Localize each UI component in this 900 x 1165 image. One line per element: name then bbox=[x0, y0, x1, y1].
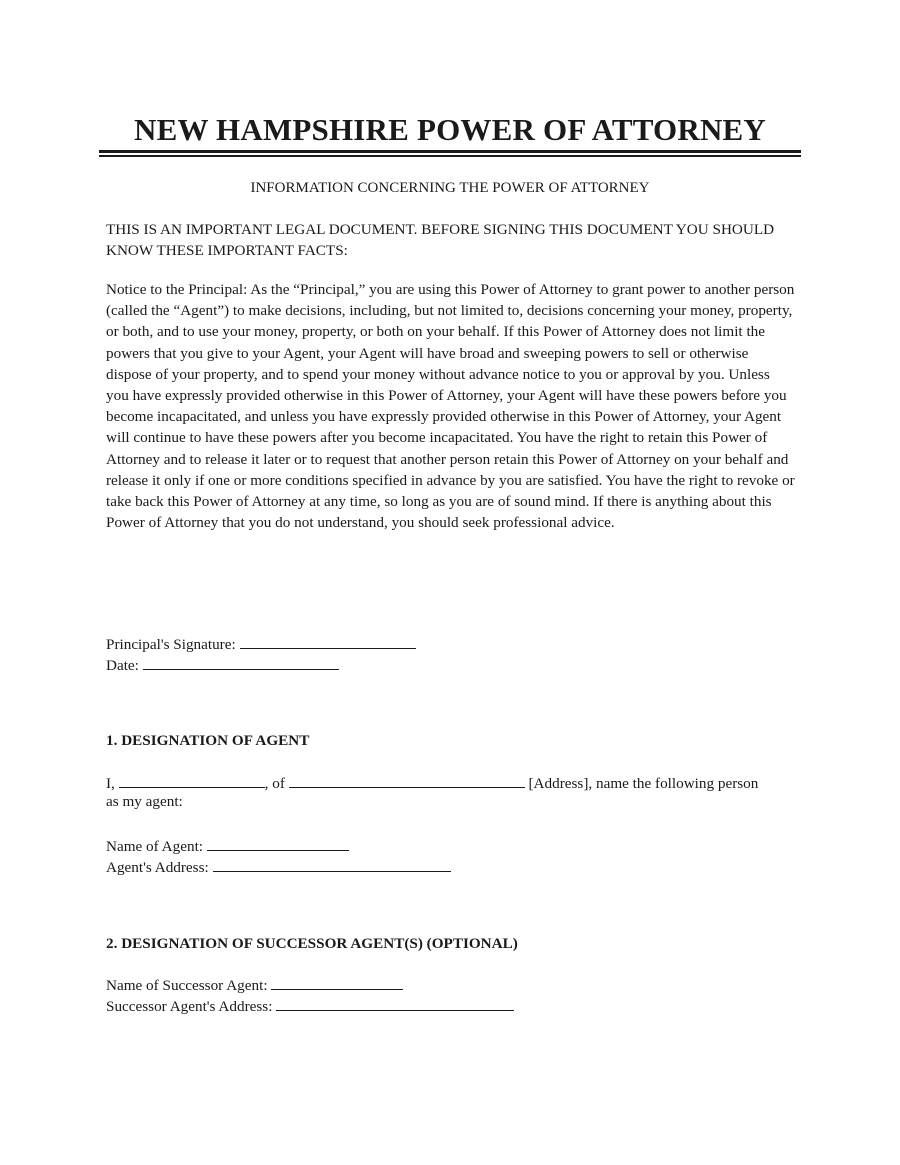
principal-signature-label: Principal's Signature: bbox=[106, 636, 236, 653]
successor-name-label: Name of Successor Agent: bbox=[106, 977, 268, 994]
agent-address-label: Agent's Address: bbox=[106, 859, 209, 876]
agent-designation-end: [Address], name the following person bbox=[528, 775, 759, 792]
title-rule-thin bbox=[99, 155, 801, 157]
agent-designation-of: , of bbox=[264, 775, 285, 792]
date-label: Date: bbox=[106, 657, 139, 674]
section2-heading: 2. DESIGNATION OF SUCCESSOR AGENT(S) (OPTIONAL) bbox=[106, 935, 518, 952]
principal-signature-line bbox=[106, 634, 416, 654]
agent-designation-cont: as my agent: bbox=[106, 793, 183, 810]
successor-address-line bbox=[106, 996, 514, 1016]
agent-name-line bbox=[106, 836, 349, 856]
principal-address-blank[interactable] bbox=[289, 773, 525, 788]
date-line bbox=[106, 655, 339, 675]
agent-designation-line bbox=[106, 773, 758, 793]
agent-address-blank[interactable] bbox=[213, 857, 451, 872]
section1-heading: 1. DESIGNATION OF AGENT bbox=[106, 732, 310, 749]
title-rule-thick bbox=[99, 150, 801, 153]
successor-address-label: Successor Agent's Address: bbox=[106, 998, 273, 1015]
agent-designation-start: I, bbox=[106, 775, 115, 792]
document-title: NEW HAMPSHIRE POWER OF ATTORNEY bbox=[133, 112, 766, 147]
notice-paragraph: Notice to the Principal: As the “Principal,” you are using this Power of Attorney to grant power to another person (called the “Agent”) to make decisions, including, but not limited to, decisions concerning your money, property, or both, and to use your money, property, or both on your behalf. If this Power of Attorney does not limit the powers that you give to your Agent, your Agent will have broad and sweeping powers to sell or otherwise dispose of your property, and to spend your money without advance notice to you or approval by you. Unless you have expressly provided otherwise in this Power of Attorney, your Agent will have these powers before you become incapacitated, and unless you have expressly provided otherwise in this Power of Attorney, your Agent will continue to have these powers after you become incapacitated. You have the right to retain this Power of Attorney and to release it later or to request that another person retain this Power of Attorney on your behalf and release it only if one or more conditions specified in advance by you are satisfied. You have the right to revoke or take back this Power of Attorney at any time, so long as you are of sound mind. If there is anything about this Power of Attorney that you do not understand, you should seek professional advice. bbox=[106, 281, 795, 532]
successor-address-blank[interactable] bbox=[276, 996, 514, 1011]
successor-name-blank[interactable] bbox=[271, 975, 403, 990]
successor-name-line bbox=[106, 975, 403, 995]
info-heading: INFORMATION CONCERNING THE POWER OF ATTORNEY bbox=[250, 180, 650, 196]
agent-name-label: Name of Agent: bbox=[106, 838, 204, 855]
date-blank[interactable] bbox=[143, 655, 339, 670]
agent-name-blank[interactable] bbox=[207, 836, 349, 851]
principal-signature-blank[interactable] bbox=[240, 634, 416, 649]
agent-address-line bbox=[106, 857, 451, 877]
principal-name-blank[interactable] bbox=[119, 773, 265, 788]
important-notice: THIS IS AN IMPORTANT LEGAL DOCUMENT. BEFORE SIGNING THIS DOCUMENT YOU SHOULD KNOW THESE IMPORTANT FACTS: bbox=[106, 221, 775, 260]
